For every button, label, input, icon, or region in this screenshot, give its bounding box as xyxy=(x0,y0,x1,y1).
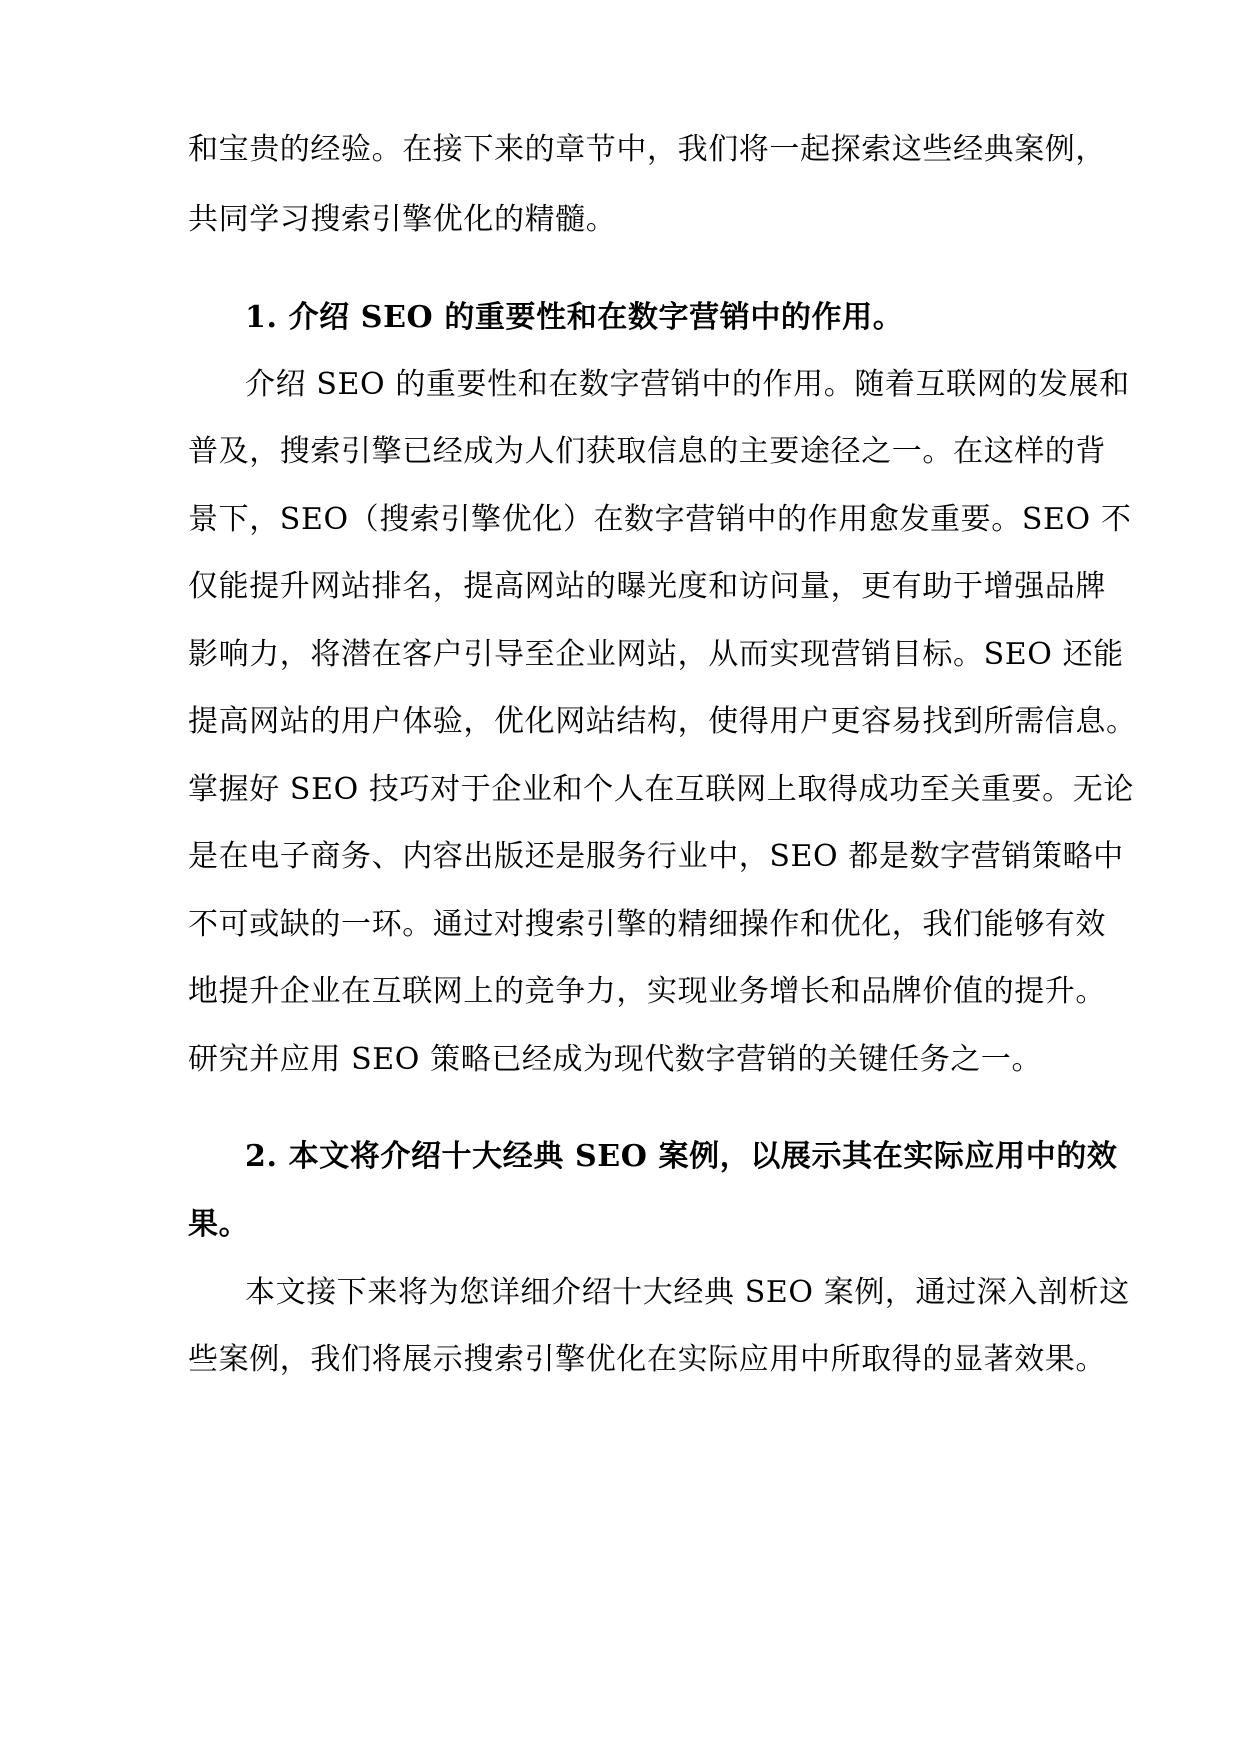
section-1-paragraph-line: 普及，搜索引擎已经成为人们获取信息的主要途径之一。在这样的背 xyxy=(188,434,1106,469)
section-2-paragraph-line: 本文接下来将为您详细介绍十大经典 SEO 案例，通过深入剖析这 xyxy=(245,1275,1130,1310)
section-1-paragraph-line: 掌握好 SEO 技巧对于企业和个人在互联网上取得成功至关重要。无论 xyxy=(188,772,1134,807)
section-1-paragraph-line: 提高网站的用户体验，优化网站结构，使得用户更容易找到所需信息。 xyxy=(188,704,1137,739)
section-1-paragraph-line: 影响力，将潜在客户引导至企业网站，从而实现营销目标。SEO 还能 xyxy=(188,637,1124,672)
body-text-line: 和宝贵的经验。在接下来的章节中，我们将一起探索这些经典案例， xyxy=(188,132,1106,167)
section-2-heading-continued: 果。 xyxy=(188,1207,250,1242)
section-1-heading: 1. 介绍 SEO 的重要性和在数字营销中的作用。 xyxy=(245,300,904,335)
section-1-paragraph-line: 研究并应用 SEO 策略已经成为现代数字营销的关键任务之一。 xyxy=(188,1042,1043,1077)
section-1-paragraph-line: 不可或缺的一环。通过对搜索引擎的精细操作和优化，我们能够有效 xyxy=(188,907,1106,942)
section-1-paragraph-line: 地提升企业在互联网上的竞争力，实现业务增长和品牌价值的提升。 xyxy=(188,974,1106,1009)
section-1-paragraph-line: 景下，SEO（搜索引擎优化）在数字营销中的作用愈发重要。SEO 不 xyxy=(188,502,1132,537)
body-text-line: 共同学习搜索引擎优化的精髓。 xyxy=(188,202,617,237)
section-1-paragraph-line: 介绍 SEO 的重要性和在数字营销中的作用。随着互联网的发展和 xyxy=(245,367,1130,402)
section-1-paragraph-line: 仅能提升网站排名，提高网站的曝光度和访问量，更有助于增强品牌 xyxy=(188,569,1106,604)
section-2-paragraph-line: 些案例，我们将展示搜索引擎优化在实际应用中所取得的显著效果。 xyxy=(188,1342,1106,1377)
section-1-paragraph-line: 是在电子商务、内容出版还是服务行业中，SEO 都是数字营销策略中 xyxy=(188,839,1124,874)
section-2-heading: 2. 本文将介绍十大经典 SEO 案例，以展示其在实际应用中的效 xyxy=(245,1139,1118,1174)
